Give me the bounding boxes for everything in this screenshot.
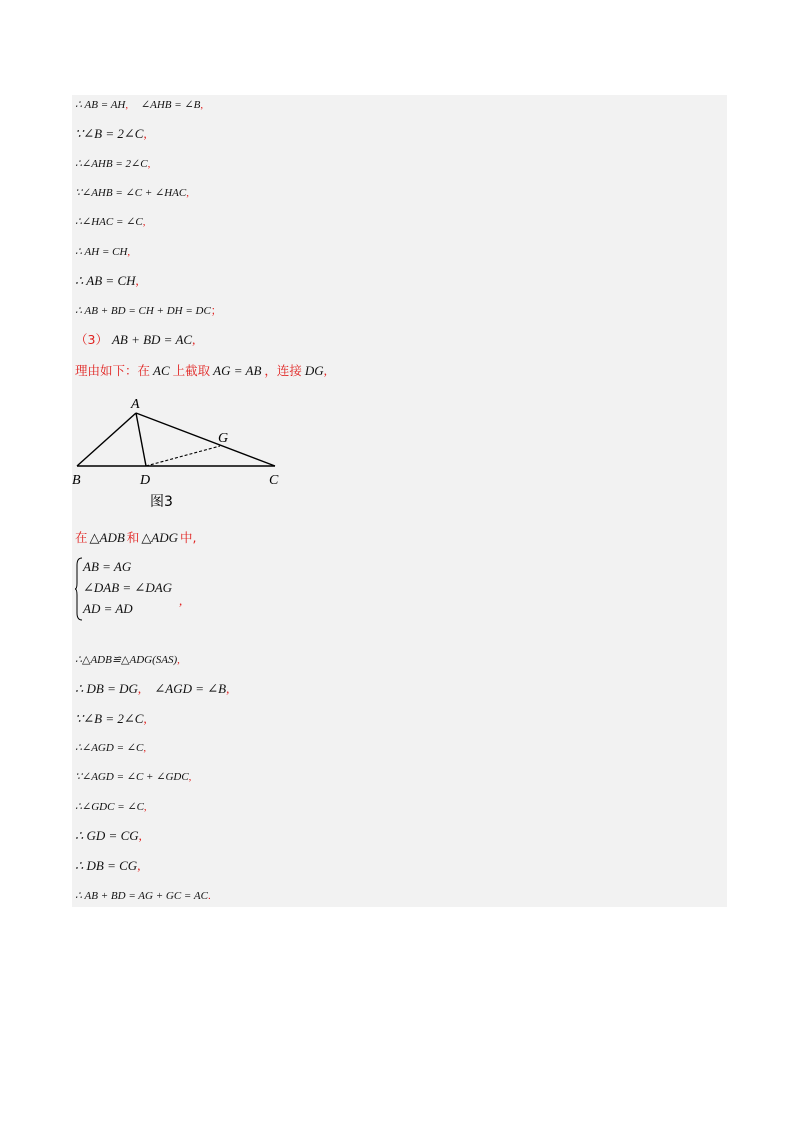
proof-line-db-cg: ∴ DB = CG,: [75, 858, 141, 873]
label-B: B: [72, 473, 81, 488]
proof-line-reason: 理由如下：在 AC 上截取 AG = AB ，连接 DG,: [75, 363, 327, 378]
proof-line-4: ∵∠AHB = ∠C + ∠HAC,: [75, 187, 189, 199]
proof-line-db-dg: ∴ DB = DG, ∠AGD = ∠B,: [75, 681, 230, 696]
proof-line-6: ∴ AH = CH,: [75, 246, 131, 258]
segment-AC: [136, 413, 275, 466]
proof-line-2: ∵∠B = 2∠C,: [75, 126, 147, 141]
proof-line-triangles: 在 △ADB 和 △ADG 中,: [75, 530, 197, 545]
proof-line-b-2c: ∵∠B = 2∠C,: [75, 711, 147, 726]
label-G: G: [218, 431, 229, 446]
proof-line-conclusion: ∴ AB + BD = AG + GC = AC.: [75, 890, 211, 902]
proof-line-8: ∴ AB + BD = CH + DH = DC；: [75, 305, 222, 317]
triangle-figure: [70, 392, 290, 512]
proof-line-gd-cg: ∴ GD = CG,: [75, 828, 142, 843]
system-row-1: AB = AG: [83, 559, 132, 574]
label-A: A: [131, 397, 140, 412]
system-row-2: ∠DAB = ∠DAG: [83, 580, 173, 595]
system-row-3: AD = AD: [83, 601, 133, 616]
segment-AB: [77, 413, 136, 466]
proof-line-gdc-c: ∴∠GDC = ∠C,: [75, 801, 147, 813]
segment-AD: [136, 413, 146, 466]
left-brace: [75, 557, 83, 621]
proof-line-7: ∴ AB = CH,: [75, 273, 139, 288]
proof-line-agd-sum: ∵∠AGD = ∠C + ∠GDC,: [75, 771, 192, 783]
proof-line-3: ∴∠AHB = 2∠C,: [75, 158, 151, 170]
label-C: C: [269, 473, 279, 488]
figure-caption: 图3: [150, 494, 173, 510]
label-D: D: [140, 473, 151, 488]
system-punct: ,: [179, 593, 183, 608]
proof-line-5: ∴∠HAC = ∠C,: [75, 216, 146, 228]
congruence-system: [75, 557, 195, 621]
proof-line-congruent: ∴△ADB≌△ADG(SAS),: [75, 654, 180, 666]
proof-line-1: ∴ AB = AH, ∠AHB = ∠B,: [75, 99, 204, 111]
proof-line-agd-c: ∴∠AGD = ∠C,: [75, 742, 147, 754]
segment-DG-dashed: [146, 446, 220, 466]
proof-line-part3: （3） AB + BD = AC,: [75, 332, 196, 347]
